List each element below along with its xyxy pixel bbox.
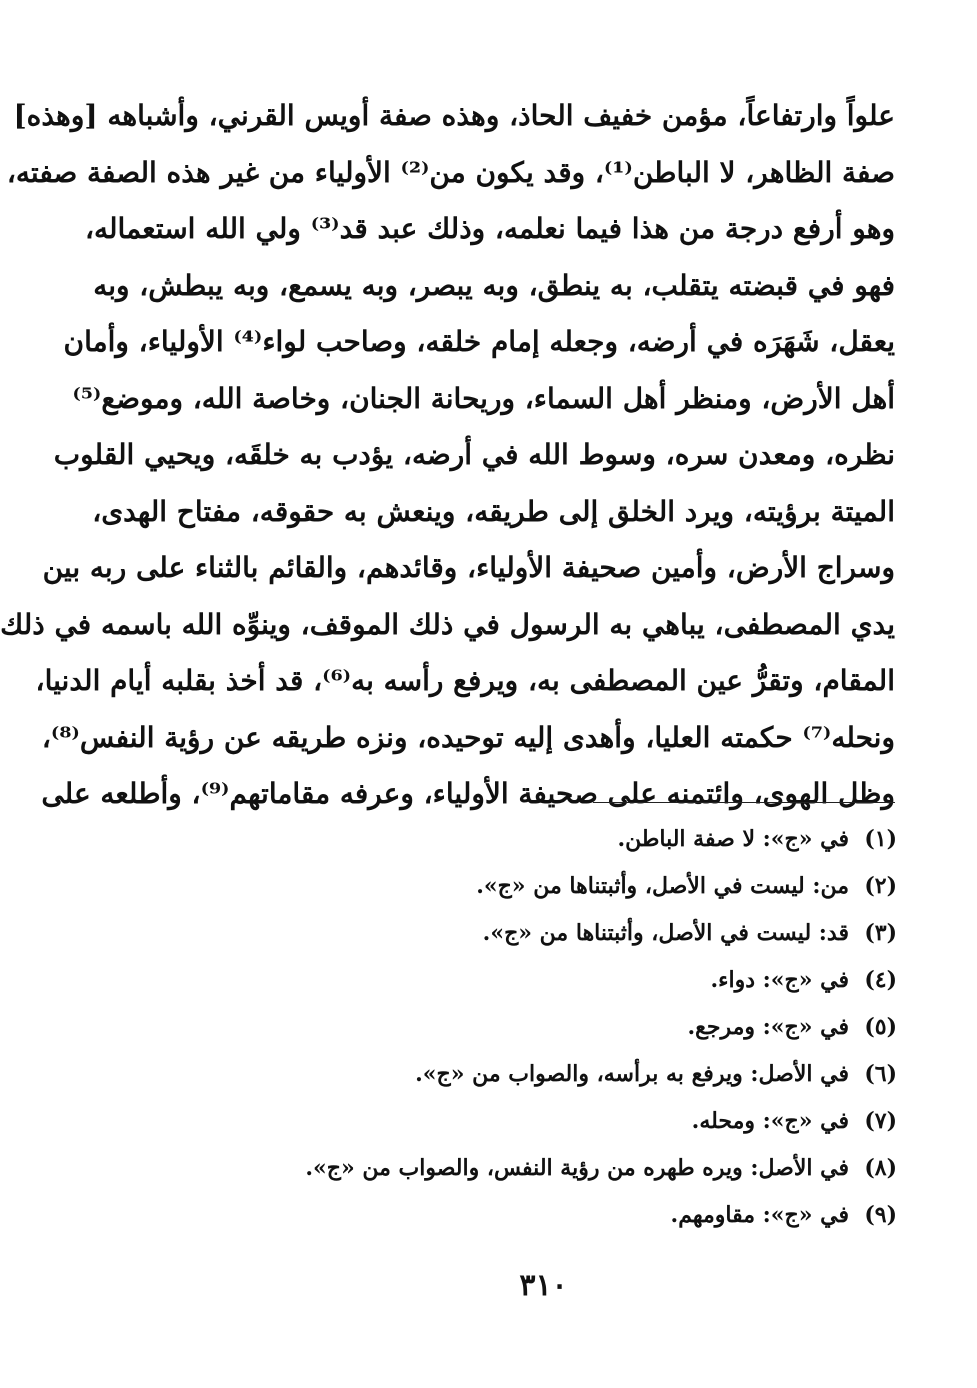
footnote-text: في الأصل: ويرفع به برأسه، والصواب من «ج». <box>415 1060 849 1087</box>
footnote-number: (٦) <box>864 1060 897 1087</box>
footnote-text: في «ج»: مقاومهم. <box>670 1201 849 1228</box>
text-line: علواً وارتفاعاً، مؤمن خفيف الحاذ، وهذه صفة أويس القرني، وأشباهه [وهذه] <box>13 99 895 132</box>
footnote-item <box>182 1004 897 1051</box>
footnote-number: (٩) <box>864 1201 897 1228</box>
text-line: وسراج الأرض، وأمين صحيفة الأولياء، وقائدهم، والقائم بالثناء على ربه بين <box>42 551 895 584</box>
footnote-number: (٢) <box>864 873 897 900</box>
footnotes-block <box>182 816 897 1238</box>
footnote-text: قد: ليست في الأصل، وأثبتناها من «ج». <box>482 920 849 947</box>
footnote-number: (٥) <box>864 1014 897 1040</box>
footnote-text: في «ج»: ومحله. <box>691 1107 849 1134</box>
main-text-block <box>0 88 895 823</box>
footnote-number: (٤) <box>864 967 897 994</box>
text-line: نظره، ومعدن سره، وسوط الله في أرضه، يؤدب به خلقَه، ويحيي القلوب <box>53 438 895 471</box>
footnote-separator <box>593 802 895 803</box>
footnote-item <box>182 910 897 957</box>
text-line: أهل الأرض، ومنظر أهل السماء، وريحانة الجنان، وخاصة الله، وموضع⁽⁵⁾ <box>72 381 895 415</box>
text-line: يعقل، شَهَرَه في أرضه، وجعله إمام خلقه، وصاحب لواء⁽⁴⁾ الأولياء، وأمان <box>63 325 895 358</box>
text-line: المقام، وتقرُّ عين المصطفى به، ويرفع رأسه به⁽⁶⁾، قد أخذ بقلبه أيام الدنيا، <box>35 664 895 697</box>
text-line: وهو أرفع درجة من هذا فيما نعلمه، وذلك عبد قد⁽³⁾ ولي الله استعماله، <box>84 212 895 245</box>
footnote-text: في «ج»: لا صفة الباطن. <box>617 826 849 853</box>
footnote-item <box>182 957 897 1004</box>
footnote-item <box>182 1191 897 1238</box>
footnote-number: (٨) <box>864 1154 897 1181</box>
footnote-item <box>182 1050 897 1097</box>
footnote-item <box>182 1097 897 1144</box>
footnote-item <box>182 863 897 910</box>
text-line: فهو في قبضته يتقلب، به ينطق، وبه يبصر، وبه يسمع، وبه يبطش، وبه <box>93 268 895 302</box>
footnote-item <box>182 1144 897 1191</box>
footnote-text: في «ج»: دواء. <box>710 967 849 994</box>
footnote-number: (٧) <box>864 1107 897 1134</box>
footnote-number: (٣) <box>864 920 897 947</box>
footnote-text: من: ليست في الأصل، وأثبتناها من «ج». <box>476 873 849 900</box>
footnote-text: في «ج»: ومرجع. <box>687 1014 849 1040</box>
footnote-text: في الأصل: ويره طهره من رؤية النفس، والصواب من «ج». <box>305 1154 849 1181</box>
text-line: وظل الهوى، وائتمنه على صحيفة الأولياء، وعرفه مقاماتهم⁽⁹⁾، وأطلعه على <box>41 777 895 810</box>
footnote-number: (١) <box>864 826 897 853</box>
text-line: الميتة برؤيته، ويرد الخلق إلى طريقه، وينعش به حقوقه، مفتاح الهدى، <box>92 494 895 528</box>
text-line: ونحله⁽⁷⁾ حكمته العليا، وأهدى إليه توحيده، ونزه طريقه عن رؤية النفس⁽⁸⁾، <box>41 720 895 754</box>
footnote-item <box>182 816 897 863</box>
text-line: يدي المصطفى، يباهي به الرسول في ذلك الموقف، وينوِّه الله باسمه في ذلك <box>0 607 895 641</box>
page-number: ٣١٠ <box>519 1268 568 1303</box>
text-line: صفة الظاهر، لا الباطن⁽¹⁾، وقد يكون من⁽²⁾ الأولياء من غير هذه الصفة صفته، <box>6 155 895 189</box>
